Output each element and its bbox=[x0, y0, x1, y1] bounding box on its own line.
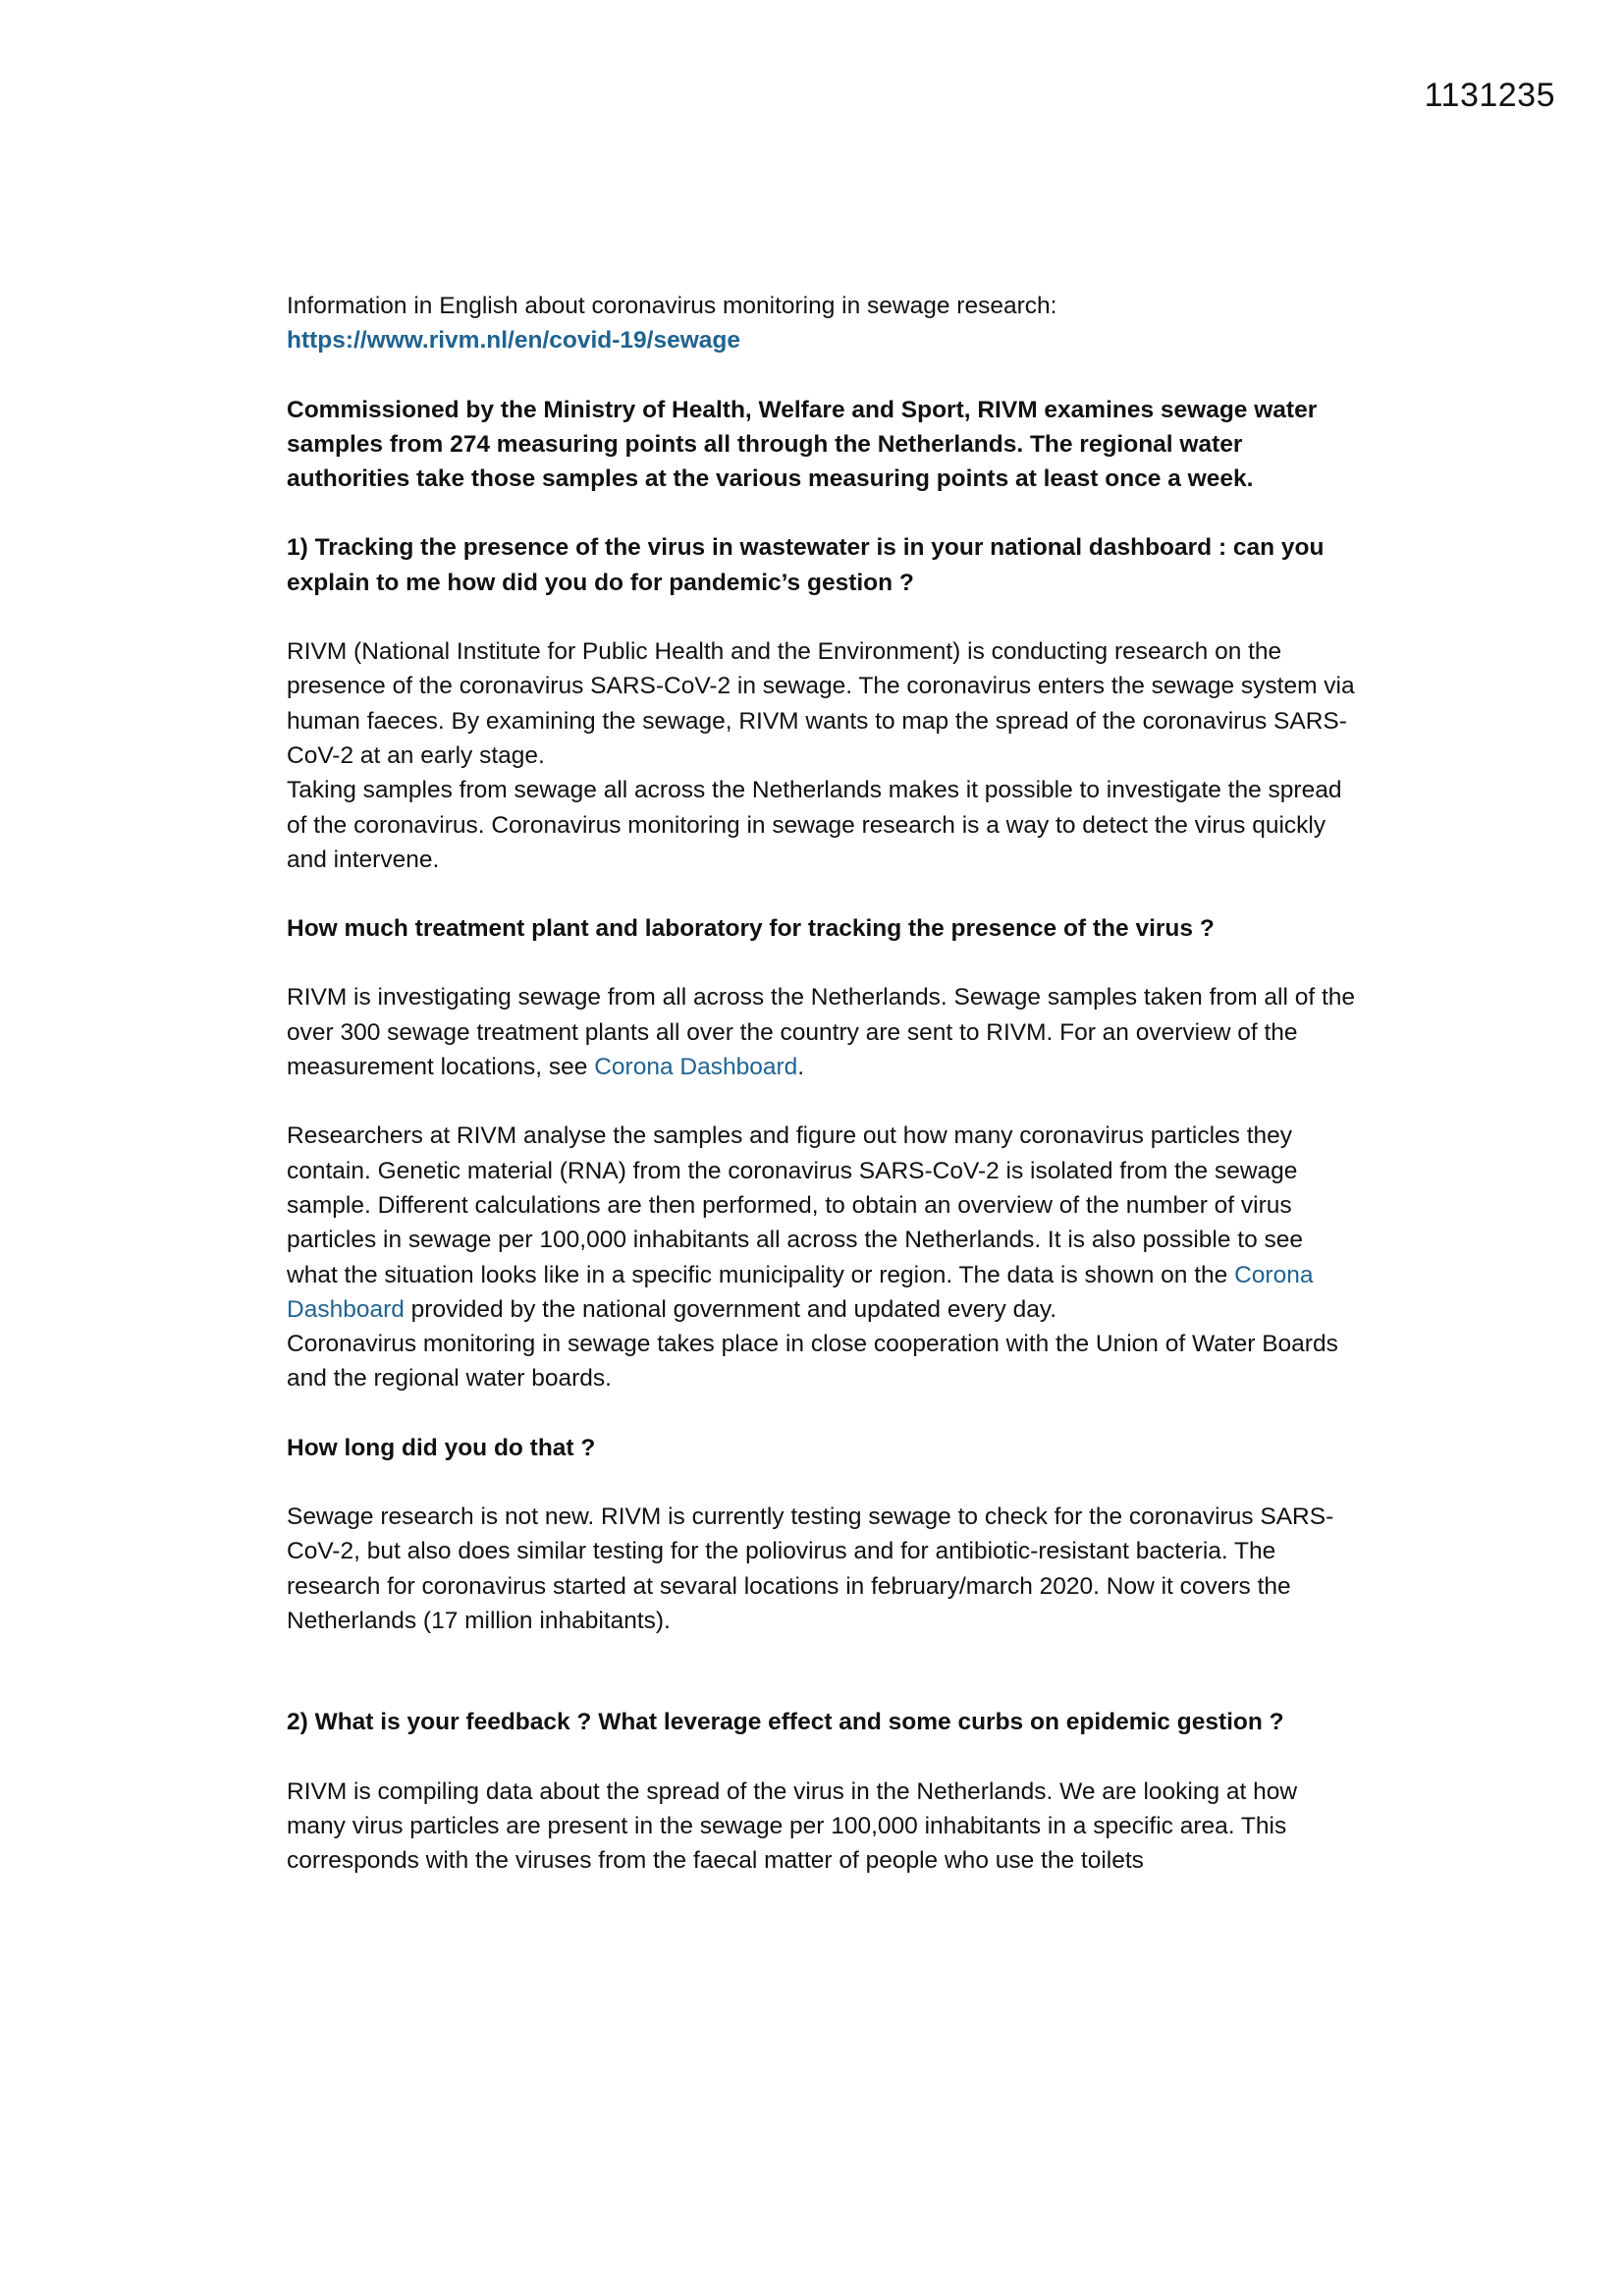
document-body bbox=[287, 289, 1357, 1912]
commission-paragraph: Commissioned by the Ministry of Health, Welfare and Sport, RIVM examines sewage water samples from 274 measuring points all through the Netherlands. The regional water authorities take those samples at the various measuring points at least once a week. bbox=[287, 396, 1318, 493]
question-1-answer-part-1: RIVM (National Institute for Public Health and the Environment) is conducting research on the presence of the coronavirus SARS-CoV-2 in sewage. The coronavirus enters the sewage system via human faeces. By examining the sewage, RIVM wants to map the spread of the coronavirus SARS-CoV-2 at an early stage. bbox=[287, 638, 1355, 769]
duration-answer-paragraph: Sewage research is not new. RIVM is currently testing sewage to check for the coronavirus SARS-CoV-2, but also does similar testing for the poliovirus and for antibiotic-resistant bacteria. The research for coronavirus started at sevaral locations in february/march 2020. Now it covers the Netherlands (17 million inhabitants). bbox=[287, 1503, 1334, 1634]
question-2-heading: 2) What is your feedback ? What leverage effect and some curbs on epidemic gestion ? bbox=[287, 1709, 1284, 1736]
plants-answer-2-tail: provided by the national government and updated every day. bbox=[404, 1295, 1057, 1323]
question-2-answer: RIVM is compiling data about the spread of the virus in the Netherlands. We are looking at how many virus particles are present in the sewage per 100,000 inhabitants in a specific area. This corresponds with the viruses from the faecal matter of people who use the toilets bbox=[287, 1777, 1298, 1875]
rivm-sewage-link[interactable]: https://www.rivm.nl/en/covid-19/sewage bbox=[287, 327, 740, 355]
document-number: 1131235 bbox=[1424, 77, 1555, 114]
question-1-heading: 1) Tracking the presence of the virus in wastewater is in your national dashboard : can you explain to me how did you do for pandemic’s gestion ? bbox=[287, 534, 1325, 596]
plants-answer-3-text: Coronavirus monitoring in sewage takes place in close cooperation with the Union of Water Boards and the regional water boards. bbox=[287, 1331, 1338, 1393]
plants-answer-1-tail: . bbox=[797, 1054, 805, 1081]
intro-text: Information in English about coronavirus monitoring in sewage research: bbox=[287, 293, 1057, 319]
intro-paragraph bbox=[287, 289, 1357, 358]
plants-answer-paragraph-1 bbox=[287, 980, 1357, 1084]
question-1-answer bbox=[287, 634, 1357, 877]
plants-answer-2-text: Researchers at RIVM analyse the samples and figure out how many coronavirus particles they contain. Genetic material (RNA) from the coronavirus SARS-CoV-2 is isolated from the sewage sample. Different calculations are then performed, to obtain an overview of the number of virus particles in sewage per 100,000 inhabitants all across the Netherlands. It is also possible to see what the situation looks like in a specific municipality or region. The data is shown on the bbox=[287, 1122, 1304, 1288]
question-1-answer-part-2: Taking samples from sewage all across the Netherlands makes it possible to investigate the spread of the coronavirus. Coronavirus monitoring in sewage research is a way to detect the virus quickly and intervene. bbox=[287, 777, 1342, 873]
plants-answer-1-text: RIVM is investigating sewage from all across the Netherlands. Sewage samples taken from all of the over 300 sewage treatment plants all over the country are sent to RIVM. For an overview of the measurement locations, see bbox=[287, 984, 1356, 1081]
plants-answer-paragraph-2 bbox=[287, 1119, 1357, 1395]
duration-question-heading: How long did you do that ? bbox=[287, 1434, 596, 1461]
plants-question-heading: How much treatment plant and laboratory for tracking the presence of the virus ? bbox=[287, 915, 1215, 943]
corona-dashboard-link-2[interactable]: Corona Dashboard bbox=[287, 1261, 1314, 1323]
corona-dashboard-link-1[interactable]: Corona Dashboard bbox=[594, 1054, 798, 1081]
